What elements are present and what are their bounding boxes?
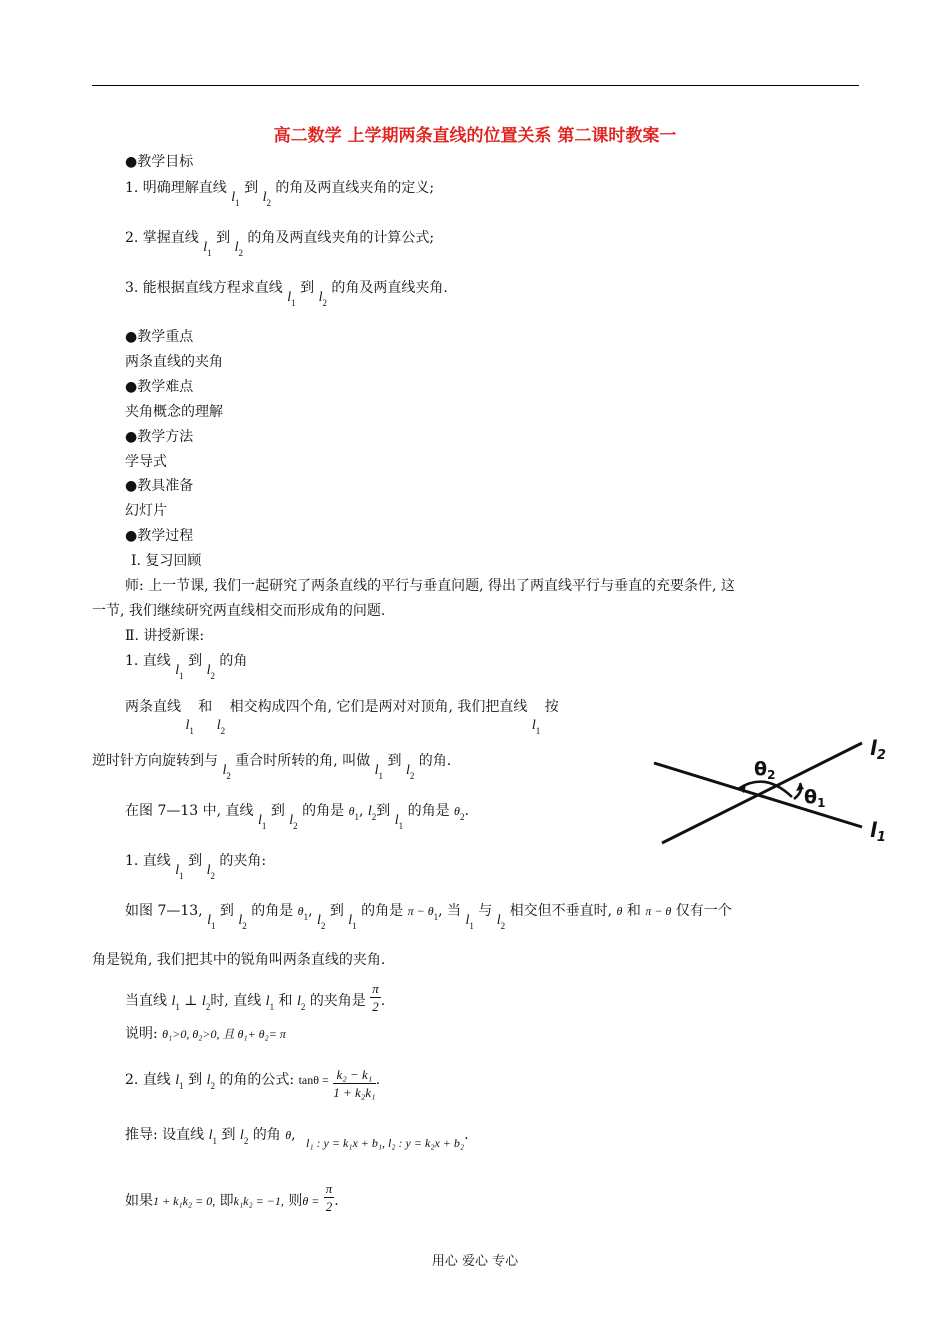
paragraph-6: 当直线 $l_1$ ⊥ $l_2$时, 直线 $l_1$ 和 $l_2$ 的夹角是 $\frac{\pi}{2}$ . — [125, 981, 386, 1014]
note-line: 说明: θ₁>0, θ₂>0, 且 θ₁+ θ₂= π — [125, 1026, 286, 1042]
condition-line: 如果1 + k₁k₂ = 0, 即k₁k₂ = −1, 则θ = $\frac{\pi}{2}$ . — [125, 1181, 339, 1214]
paragraph-2: 逆时针方向旋转到与 $l_2$ 重合时所转的角, 叫做 $l_1$ 到 $l_2$ 的角. — [92, 753, 452, 781]
page-footer: 用心 爱心 专心 — [431, 1254, 519, 1269]
objectives-heading: ●教学目标 — [125, 154, 194, 170]
page-title: 高二数学 上学期两条直线的位置关系 第二课时教案一 — [273, 126, 677, 146]
var-l2: $l_2$ — [262, 190, 271, 208]
label-l1: $l_1$ — [870, 818, 886, 845]
review-heading: Ⅰ. 复习回顾 — [131, 553, 202, 569]
paragraph-4: 如图 7—13, $l_1$ 到 $l_2$ 的角是 $\theta_1$, $l_2$ 到 $l_1$ 的角是 $\pi - \theta_1$, 当 $l_1$ 与 $l_2$ 相交但不垂直时, θ 和 π − θ 仅有一个 — [125, 903, 732, 931]
var-l1: $l_1$ — [287, 290, 296, 308]
var-l2: $l_2$ — [318, 290, 327, 308]
header-rule — [92, 85, 859, 86]
focus-text: 两条直线的夹角 — [125, 354, 223, 370]
angle-arc-theta2 — [738, 782, 792, 797]
paragraph-1: 两条直线 $l_1$ 和 $l_2$ 相交构成四个角, 它们是两对对顶角, 我们把直线 $l_1$ 按 — [125, 699, 559, 736]
review-text-2: 一节, 我们继续研究两直线相交而形成角的问题. — [92, 603, 386, 619]
review-text-1: 师: 上一节课, 我们一起研究了两条直线的平行与垂直问题, 得出了两直线平行与垂直的充要条件, 这 — [125, 578, 735, 594]
section-3-heading: 2. 直线 $l_1$ 到 $l_2$ 的角的公式: tanθ = $\frac{\text{k₂ − k₁}}{\text{1 + k₂k₁}}$ . — [125, 1067, 381, 1100]
objective-1: 1. 明确理解直线 $l_1$ 到 $l_2$ 的角及两直线夹角的定义; — [125, 180, 435, 208]
label-theta2: $\theta_2$ — [754, 758, 776, 782]
section-2-heading: 1. 直线 $l_1$ 到 $l_2$ 的夹角: — [125, 853, 267, 881]
difficulty-heading: ●教学难点 — [125, 379, 194, 395]
var-l1: $l_1$ — [203, 240, 212, 258]
process-heading: ●教学过程 — [125, 528, 194, 544]
arc-arrowhead — [796, 783, 804, 791]
focus-heading: ●教学重点 — [125, 329, 194, 345]
objective-3: 3. 能根据直线方程求直线 $l_1$ 到 $l_2$ 的角及两直线夹角. — [125, 280, 448, 308]
tools-text: 幻灯片 — [125, 503, 167, 519]
method-text: 学导式 — [125, 454, 167, 470]
var-l2: $l_2$ — [234, 240, 243, 258]
figure-intersecting-lines — [650, 733, 900, 853]
var-l1: $l_1$ — [231, 190, 240, 208]
new-lesson-heading: Ⅱ. 讲授新课: — [125, 628, 205, 644]
paragraph-3: 在图 7—13 中, 直线 $l_1$ 到 $l_2$ 的角是 $\theta_1$, $l_2$到 $l_1$ 的角是 $\theta_2$. — [125, 803, 469, 831]
section-1-heading: 1. 直线 $l_1$ 到 $l_2$ 的角 — [125, 653, 248, 681]
tools-heading: ●教具准备 — [125, 478, 194, 494]
paragraph-5: 角是锐角, 我们把其中的锐角叫两条直线的夹角. — [92, 952, 386, 968]
label-theta1: $\theta_1$ — [804, 786, 826, 810]
difficulty-text: 夹角概念的理解 — [125, 404, 223, 420]
derivation-line: 推导: 设直线 $l_1$ 到 $l_2$ 的角 θ, l₁ : y = k₁x + b₁, l₂ : y = k₂x + b₂. — [125, 1127, 469, 1150]
label-l2: $l_2$ — [870, 736, 886, 763]
objective-2: 2. 掌握直线 $l_1$ 到 $l_2$ 的角及两直线夹角的计算公式; — [125, 230, 435, 258]
method-heading: ●教学方法 — [125, 429, 194, 445]
